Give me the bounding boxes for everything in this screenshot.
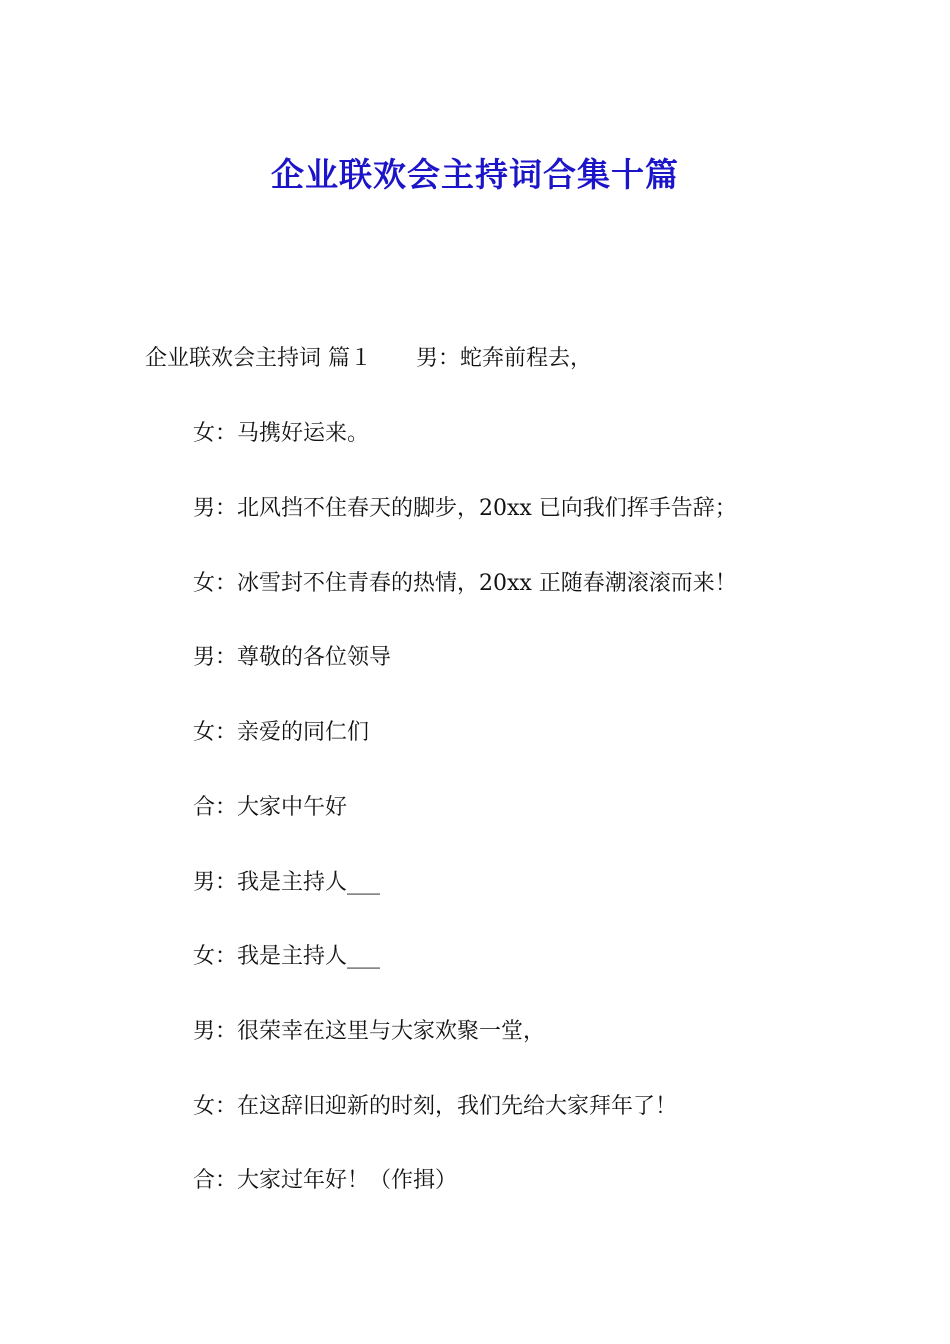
dialogue-line: 男：尊敬的各位领导 — [193, 645, 392, 670]
dialogue-line: 女：马携好运来。 — [193, 421, 370, 446]
dialogue-line: 男：北风挡不住春天的脚步，20xx 已向我们挥手告辞； — [193, 496, 737, 521]
dialogue-line: 女：冰雪封不住青春的热情，20xx 正随春潮滚滚而来！ — [193, 571, 737, 596]
dialogue-line: 男：很荣幸在这里与大家欢聚一堂， — [193, 1019, 546, 1044]
dialogue-line: 男：我是主持人___ — [193, 870, 381, 895]
dialogue-line: 合：大家过年好！（作揖） — [193, 1168, 458, 1193]
dialogue-line: 女：在这辞旧迎新的时刻，我们先给大家拜年了！ — [193, 1094, 678, 1119]
dialogue-line: 合：大家中午好 — [193, 795, 348, 820]
paragraph-section-start — [145, 337, 592, 381]
page-title: 企业联欢会主持词合集十篇 — [271, 155, 679, 195]
section-heading: 企业联欢会主持词 篇１ — [145, 346, 372, 371]
dialogue-line: 女：我是主持人___ — [193, 944, 381, 969]
dialogue-line: 男：蛇奔前程去， — [416, 346, 593, 371]
dialogue-line: 女：亲爱的同仁们 — [193, 720, 370, 745]
